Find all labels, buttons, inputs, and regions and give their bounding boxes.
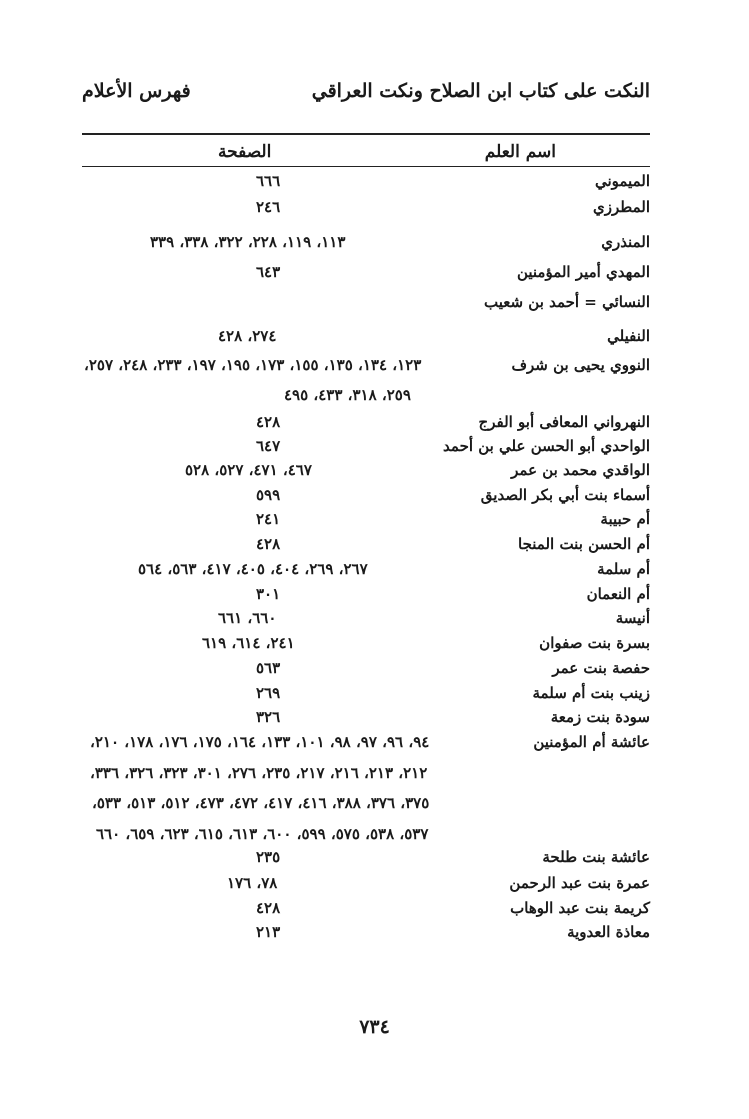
entry-name: المطرزي	[593, 198, 650, 216]
table-row	[82, 461, 650, 485]
entry-pages: ٣٠١	[256, 585, 281, 603]
entry-name: عائشة بنت طلحة	[542, 848, 650, 866]
table-row	[82, 708, 650, 732]
entry-name: النفيلي	[607, 327, 650, 345]
table-row	[82, 263, 650, 287]
entry-name: أم الحسن بنت المنجا	[518, 535, 650, 553]
book-title: النكت على كتاب ابن الصلاح ونكت العراقي	[311, 80, 650, 102]
entry-pages: ٢٦٧، ٢٦٩، ٤٠٤، ٤٠٥، ٤١٧، ٥٦٣، ٥٦٤	[138, 560, 368, 578]
table-row	[82, 794, 650, 818]
table-row	[82, 923, 650, 947]
table-row	[82, 585, 650, 609]
table-row	[82, 684, 650, 708]
entry-pages: ٦٦٦	[256, 172, 281, 190]
entry-name: أم سلمة	[597, 560, 650, 578]
column-header-page: الصفحة	[218, 142, 272, 162]
entry-name: عمرة بنت عبد الرحمن	[509, 874, 650, 892]
entry-name: المنذري	[601, 233, 650, 251]
table-row	[82, 609, 650, 633]
entry-pages: ٢٤١، ٦١٤، ٦١٩	[202, 634, 295, 652]
entry-name: أم النعمان	[586, 585, 650, 603]
entry-pages: ٢١٣	[256, 923, 281, 941]
table-row	[82, 172, 650, 196]
table-row	[82, 356, 650, 380]
entry-pages: ٦٤٣	[256, 263, 281, 281]
entry-name: الواقدي محمد بن عمر	[511, 461, 650, 479]
entry-name: معاذة العدوية	[567, 923, 650, 941]
entry-name: المهدي أمير المؤمنين	[516, 263, 650, 281]
table-row	[82, 560, 650, 584]
table-row	[82, 510, 650, 534]
table-row	[82, 486, 650, 510]
entry-pages: ٢٧٤، ٤٢٨	[218, 327, 277, 345]
table-row	[82, 327, 650, 351]
entry-name: النووي يحيى بن شرف	[511, 356, 650, 374]
entry-pages: ٢٦٩	[256, 684, 281, 702]
entry-name: عائشة أم المؤمنين	[533, 733, 650, 751]
table-row	[82, 413, 650, 437]
table-row	[82, 825, 650, 849]
entry-pages: ٥٣٧، ٥٣٨، ٥٧٥، ٥٩٩، ٦٠٠، ٦١٣، ٦١٥، ٦٢٣، ٦٥٩، ٦٦٠	[96, 825, 429, 843]
entry-pages: ٦٦٠، ٦٦١	[218, 609, 277, 627]
entry-pages: ٣٢٦	[256, 708, 281, 726]
column-header-name: اسم العلم	[484, 142, 556, 162]
table-row	[82, 437, 650, 461]
table-row	[82, 634, 650, 658]
entry-pages: ٤٢٨	[256, 413, 281, 431]
entry-pages: ٢٤١	[256, 510, 281, 528]
entry-pages: ٢٣٥	[256, 848, 281, 866]
entry-name: الميموني	[594, 172, 650, 190]
table-row	[82, 874, 650, 898]
entry-name: زينب بنت أم سلمة	[532, 684, 650, 702]
entry-pages: ٢٥٩، ٣١٨، ٤٣٣، ٤٩٥	[284, 386, 411, 404]
section-title: فهرس الأعلام	[82, 80, 191, 102]
page-number: ٧٣٤	[359, 1016, 390, 1038]
table-row	[82, 535, 650, 559]
entry-pages: ٥٩٩	[256, 486, 281, 504]
entry-pages: ٦٤٧	[256, 437, 281, 455]
entry-name: أم حبيبة	[600, 510, 650, 528]
entry-name: النسائي = أحمد بن شعيب	[484, 293, 650, 311]
entry-pages: ٤٢٨	[256, 535, 281, 553]
entry-pages: ١٢٣، ١٣٤، ١٣٥، ١٥٥، ١٧٣، ١٩٥، ١٩٧، ٢٣٣، ٢٤٨، ٢٥٧،	[84, 356, 422, 374]
entry-name: بسرة بنت صفوان	[539, 634, 650, 652]
entry-pages: ٤٢٨	[256, 899, 281, 917]
entry-pages: ٢٤٦	[256, 198, 281, 216]
entry-name: النهرواني المعافى أبو الفرج	[478, 413, 650, 431]
entry-pages: ٥٦٣	[256, 659, 281, 677]
entry-name: سودة بنت زمعة	[550, 708, 650, 726]
table-row	[82, 848, 650, 872]
entry-pages: ٢١٢، ٢١٣، ٢١٦، ٢١٧، ٢٣٥، ٢٧٦، ٣٠١، ٣٢٣، ٣٢٦، ٣٣٦،	[90, 764, 428, 782]
entry-pages: ٣٧٥، ٣٧٦، ٣٨٨، ٤١٦، ٤١٧، ٤٧٢، ٤٧٣، ٥١٢، ٥١٣، ٥٣٣،	[92, 794, 430, 812]
table-row	[82, 764, 650, 788]
table-row	[82, 293, 650, 317]
entry-name: كريمة بنت عبد الوهاب	[510, 899, 650, 917]
table-row	[82, 386, 650, 410]
entry-name: حفصة بنت عمر	[552, 659, 650, 677]
entry-name: أنيسة	[615, 609, 650, 627]
entry-pages: ٧٨، ١٧٦	[227, 874, 278, 892]
table-row	[82, 659, 650, 683]
table-row	[82, 233, 650, 257]
entry-pages: ٤٦٧، ٤٧١، ٥٢٧، ٥٢٨	[185, 461, 312, 479]
table-row	[82, 733, 650, 757]
entry-name: الواحدي أبو الحسن علي بن أحمد	[443, 437, 650, 455]
entry-name: أسماء بنت أبي بكر الصديق	[480, 486, 650, 504]
entry-pages: ١١٣، ١١٩، ٢٢٨، ٣٢٢، ٣٣٨، ٣٣٩	[150, 233, 346, 251]
table-row	[82, 899, 650, 923]
entry-pages: ٩٤، ٩٦، ٩٧، ٩٨، ١٠١، ١٣٣، ١٦٤، ١٧٥، ١٧٦، ١٧٨، ٢١٠،	[90, 733, 430, 751]
table-row	[82, 198, 650, 222]
